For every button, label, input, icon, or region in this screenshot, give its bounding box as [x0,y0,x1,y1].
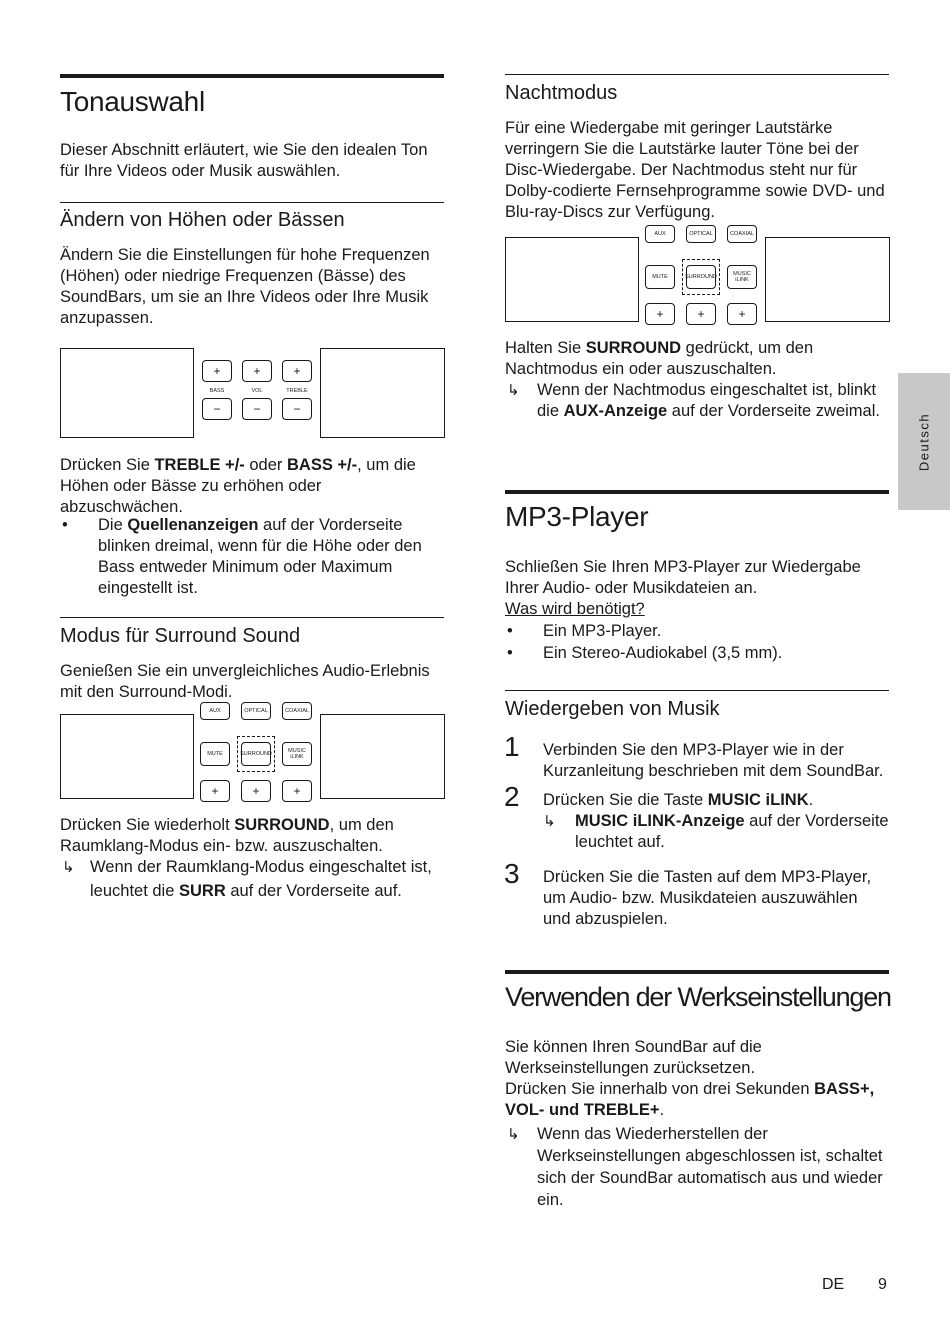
treble-minus-key: − [282,398,312,420]
surround-result: ↳ Wenn der Raumklang-Modus eingeschaltet ist, leuchtet die SURR auf der Vorderseite auf. [62,858,432,900]
surround-instruction: Drücken Sie wiederholt SURROUND, um den Raumklang-Modus ein- bzw. auszuschalten. [60,816,394,855]
plus-key-1: + [200,780,230,802]
tonauswahl-intro: Dieser Abschnitt erläutert, wie Sie den idealen Ton für Ihre Videos oder Musik auswählen. [60,141,428,180]
surround-key: SURROUND [241,742,271,766]
tonauswahl-title: Tonauswahl [60,86,205,117]
aux-key: AUX [200,702,230,720]
step-2-number: 2 [504,781,520,812]
music-ilink-key: MUSIC iLINK [727,265,757,289]
mp3-title: MP3-Player [505,501,649,532]
treble-bass-heading: Ändern von Höhen oder Bässen [60,209,345,231]
plus-key-3: + [282,780,312,802]
remote-illustration [193,708,321,799]
aux-key: AUX [645,225,675,243]
bass-minus-key: − [202,398,232,420]
step-1-text: Verbinden Sie den MP3-Player wie in der Kurzanleitung beschrieben mit dem SoundBar. [543,741,884,780]
plus-key-2: + [241,780,271,802]
night-figure [505,231,890,322]
remote-illustration [193,348,321,438]
factory-body-2: Drücken Sie innerhalb von drei Sekunden BASS+, VOL- und TREBLE+. [505,1080,875,1119]
night-rule [505,74,889,75]
music-ilink-key: MUSIC iLINK [282,742,312,766]
vol-plus-key: + [242,360,272,382]
treble-bass-rule [60,202,444,203]
mp3-bullet-1: • Ein MP3-Player. [507,622,662,640]
bass-vol-treble-figure [60,348,445,438]
night-instruction: Halten Sie SURROUND gedrückt, um den Nachtmodus ein oder auszuschalten. [505,339,814,378]
step-2-result: ↳ MUSIC iLINK-Anzeige auf der Vorderseite leuchtet auf. [543,812,889,851]
treble-plus-key: + [282,360,312,382]
mp3-intro: Schließen Sie Ihren MP3-Player zur Wiedergabe Ihrer Audio- oder Musikdateien an. [505,558,861,597]
step-1-number: 1 [504,731,520,762]
mute-key: MUTE [645,265,675,289]
factory-body-1: Sie können Ihren SoundBar auf die Werkseinstellungen zurücksetzen. [505,1038,762,1077]
tonauswahl-rule [60,74,444,78]
surround-heading: Modus für Surround Sound [60,625,301,647]
treble-bass-instruction: Drücken Sie TREBLE +/- oder BASS +/-, um die Höhen oder Bässe zu erhöhen oder abzuschwächen. [60,456,416,516]
night-heading: Nachtmodus [505,82,618,104]
surround-rule [60,617,444,618]
bass-plus-key: + [202,360,232,382]
step-3-number: 3 [504,858,520,889]
treble-label: TREBLE [286,388,308,394]
coaxial-key: COAXIAL [282,702,312,720]
surround-key: SURROUND [686,265,716,289]
mp3-needed: Was wird benötigt? [505,600,645,618]
remote-illustration [638,231,766,322]
play-heading: Wiedergeben von Musik [505,698,720,720]
footer-language: DE [822,1276,845,1293]
surround-body: Genießen Sie ein unvergleichliches Audio-Erlebnis mit den Surround-Modi. [60,662,430,701]
optical-key: OPTICAL [241,702,271,720]
treble-bass-bullet: • Die Quellenanzeigen auf der Vorderseite blinken dreimal, wenn für die Höhe oder den Bass entweder Minimum oder Maximum eingestellt ist. [62,516,422,597]
plus-key-3: + [727,303,757,325]
factory-title: Verwenden der Werkseinstellungen [505,982,891,1012]
language-side-tab: Deutsch [898,373,950,510]
vol-label: VOL [251,388,263,394]
step-3-text: Drücken Sie die Tasten auf dem MP3-Player, um Audio- bzw. Musikdateien auszuwählen und abzuspielen. [543,868,872,928]
night-result: ↳ Wenn der Nachtmodus eingeschaltet ist, blinkt die AUX-Anzeige auf der Vorderseite zweimal. [507,381,880,420]
plus-key-2: + [686,303,716,325]
treble-bass-body: Ändern Sie die Einstellungen für hohe Frequenzen (Höhen) oder niedrige Frequenzen (Bässe) des SoundBars, um sie an Ihre Videos oder Ihre Musik anzupassen. [60,246,430,327]
optical-key: OPTICAL [686,225,716,243]
vol-minus-key: − [242,398,272,420]
bass-label: BASS [209,388,225,394]
step-2-text: Drücken Sie die Taste MUSIC iLINK. [543,791,814,809]
plus-key-1: + [645,303,675,325]
factory-rule [505,970,889,974]
mute-key: MUTE [200,742,230,766]
factory-result: ↳ Wenn das Wiederherstellen der Werkseinstellungen abgeschlossen ist, schaltet sich der SoundBar automatisch aus und wieder ein. [507,1125,883,1209]
page-number: 9 [878,1276,887,1293]
mp3-rule [505,490,889,494]
mp3-bullet-2: • Ein Stereo-Audiokabel (3,5 mm). [507,644,783,662]
night-body: Für eine Wiedergabe mit geringer Lautstärke verringern Sie die Lautstärke lauter Töne bei der Disc-Wiedergabe. Der Nachtmodus steht nur für Dolby-codierte Fernsehprogramme sowie DVD- und Blu-ray-Discs zur Verfügung. [505,119,885,221]
coaxial-key: COAXIAL [727,225,757,243]
play-rule [505,690,889,691]
surround-figure [60,708,445,799]
